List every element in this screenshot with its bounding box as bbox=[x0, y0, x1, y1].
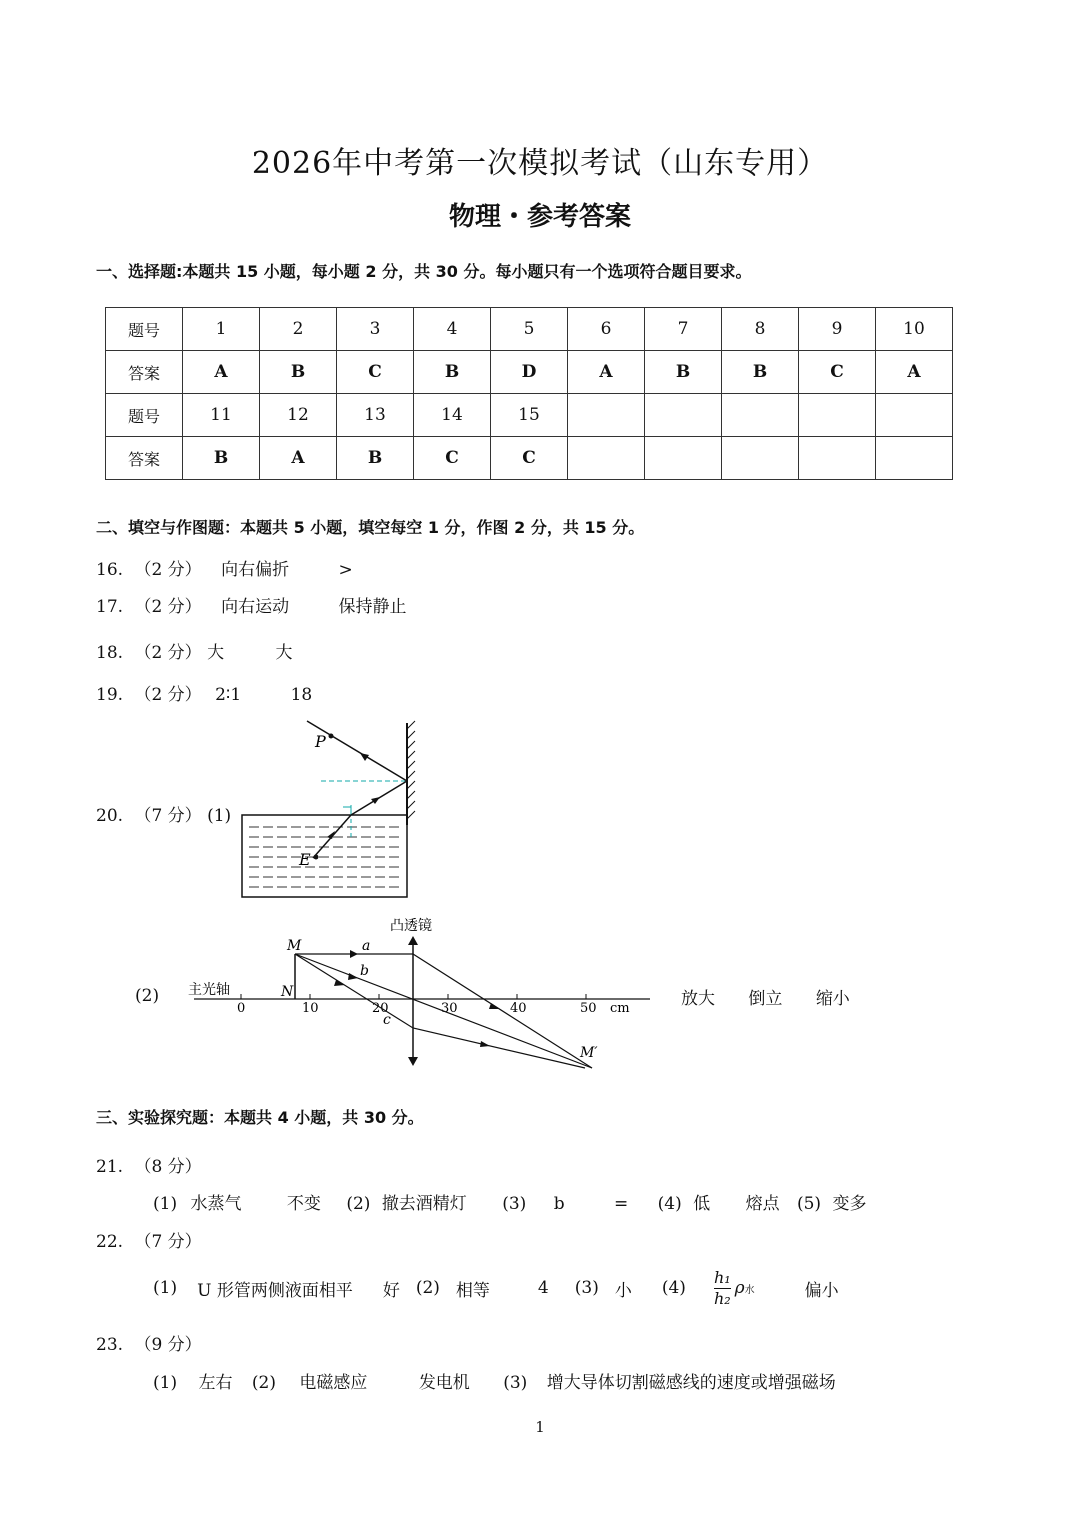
table-cell: B bbox=[183, 437, 260, 480]
table-cell: 9 bbox=[799, 308, 876, 351]
table-cell: 2 bbox=[260, 308, 337, 351]
table-row bbox=[106, 437, 953, 480]
q20-line bbox=[96, 801, 231, 826]
part-label: (4) bbox=[657, 1194, 682, 1214]
table-cell: B bbox=[645, 351, 722, 394]
table-cell bbox=[645, 437, 722, 480]
answer: 熔点 bbox=[745, 1194, 780, 1214]
answer: 撤去酒精灯 bbox=[381, 1194, 467, 1214]
table-cell: 4 bbox=[414, 308, 491, 351]
fraction-denominator: h₂ bbox=[713, 1288, 731, 1308]
answer: 发电机 bbox=[418, 1373, 470, 1393]
table-cell: 8 bbox=[722, 308, 799, 351]
row-label: 答案 bbox=[106, 351, 183, 394]
page-title: 2026年中考第一次模拟考试（山东专用） bbox=[251, 146, 829, 181]
table-cell: D bbox=[491, 351, 568, 394]
answer: 电磁感应 bbox=[299, 1373, 368, 1393]
answer: 变多 bbox=[832, 1194, 867, 1214]
label-n: N bbox=[281, 984, 294, 1000]
table-cell: A bbox=[183, 351, 260, 394]
arrow bbox=[480, 1041, 490, 1047]
q17-line bbox=[96, 592, 407, 617]
lens-arrow-bottom bbox=[408, 1057, 418, 1066]
table-cell: C bbox=[491, 437, 568, 480]
label-p: P bbox=[315, 732, 326, 751]
table-cell: A bbox=[260, 437, 337, 480]
q21-answers bbox=[153, 1189, 866, 1214]
table-row bbox=[106, 351, 953, 394]
fraction-numerator: h₁ bbox=[713, 1267, 731, 1287]
table-cell: 3 bbox=[337, 308, 414, 351]
arrow bbox=[350, 950, 358, 958]
table-cell bbox=[876, 437, 953, 480]
answer: 倒立 bbox=[748, 989, 783, 1009]
tick-label: 20 bbox=[372, 1001, 389, 1016]
q-score: （9 分） bbox=[134, 1335, 202, 1355]
table-cell bbox=[568, 437, 645, 480]
q-score: （7 分） bbox=[134, 1232, 202, 1252]
answer: 左右 bbox=[198, 1373, 233, 1393]
q-score: （7 分） bbox=[134, 806, 202, 826]
part-label: (1) bbox=[207, 806, 232, 826]
mirror-hatch bbox=[407, 721, 415, 819]
q19-line bbox=[96, 680, 312, 705]
table-cell: 13 bbox=[337, 394, 414, 437]
refraction-figure bbox=[235, 715, 425, 905]
answer: U 形管两侧液面相平 bbox=[197, 1280, 353, 1301]
row-label: 题号 bbox=[106, 308, 183, 351]
table-cell: A bbox=[876, 351, 953, 394]
answer: 大 bbox=[207, 643, 225, 663]
label-a: a bbox=[362, 938, 371, 954]
right-angle-mark bbox=[343, 807, 351, 815]
q20-answers bbox=[681, 984, 850, 1009]
rho-symbol: ρ bbox=[734, 1278, 745, 1298]
answer: 18 bbox=[290, 685, 313, 705]
rho-subscript: 水 bbox=[744, 1284, 755, 1296]
table-row bbox=[106, 394, 953, 437]
table-cell bbox=[799, 394, 876, 437]
part-label: (1) bbox=[153, 1373, 178, 1393]
row-label: 题号 bbox=[106, 394, 183, 437]
table-cell: B bbox=[260, 351, 337, 394]
tick-label: 30 bbox=[441, 1001, 458, 1016]
q-number: 17. bbox=[96, 597, 124, 617]
q-score: （8 分） bbox=[134, 1157, 202, 1177]
answer: 相等 bbox=[455, 1280, 490, 1301]
point-p bbox=[329, 734, 334, 739]
section1-heading: 一、选择题:本题共 15 小题，每小题 2 分，共 30 分。每小题只有一个选项符合题目要求。 bbox=[96, 262, 752, 281]
answer: b bbox=[553, 1194, 565, 1214]
q-number: 22. bbox=[96, 1232, 124, 1252]
table-cell: 6 bbox=[568, 308, 645, 351]
q-score: （2 分） bbox=[134, 560, 202, 580]
arrow bbox=[360, 753, 369, 761]
density-fraction bbox=[714, 1268, 731, 1309]
table-cell: 12 bbox=[260, 394, 337, 437]
part-label: (2) bbox=[415, 1278, 440, 1298]
table-cell bbox=[799, 437, 876, 480]
part-label: (3) bbox=[574, 1278, 599, 1298]
label-m-prime: M′ bbox=[580, 1045, 598, 1061]
q16-line bbox=[96, 555, 353, 580]
table-cell: 7 bbox=[645, 308, 722, 351]
table-cell: C bbox=[414, 437, 491, 480]
answer: 保持静止 bbox=[338, 597, 407, 617]
table-cell bbox=[722, 394, 799, 437]
table-cell: B bbox=[722, 351, 799, 394]
part-label: (1) bbox=[153, 1278, 178, 1298]
q-score: （2 分） bbox=[134, 643, 202, 663]
q-number: 21. bbox=[96, 1157, 124, 1177]
table-cell: C bbox=[337, 351, 414, 394]
part-label: (5) bbox=[796, 1194, 822, 1214]
answer: 缩小 bbox=[815, 989, 850, 1009]
table-cell: 11 bbox=[183, 394, 260, 437]
answer: 水蒸气 bbox=[190, 1194, 242, 1214]
arrow bbox=[371, 797, 380, 804]
q23-answers bbox=[153, 1368, 836, 1393]
answer: 4 bbox=[537, 1278, 549, 1298]
lens-figure bbox=[180, 912, 660, 1077]
lens-label: 凸透镜 bbox=[390, 918, 432, 934]
answer: 小 bbox=[614, 1280, 632, 1301]
answer: 放大 bbox=[681, 989, 715, 1009]
table-cell bbox=[722, 437, 799, 480]
q-score: （2 分） bbox=[134, 597, 202, 617]
label-m: M bbox=[287, 938, 302, 954]
section3-heading: 三、实验探究题：本题共 4 小题，共 30 分。 bbox=[96, 1108, 424, 1127]
answer: 不变 bbox=[286, 1194, 321, 1214]
table-cell bbox=[645, 394, 722, 437]
label-b: b bbox=[360, 963, 369, 979]
answer: 向右运动 bbox=[221, 597, 290, 617]
tick-label: 50 bbox=[580, 1001, 597, 1016]
q-number: 20. bbox=[96, 806, 124, 826]
page-number: 1 bbox=[535, 1418, 545, 1436]
label-e: E bbox=[299, 850, 311, 869]
table-cell: C bbox=[799, 351, 876, 394]
table-cell bbox=[568, 394, 645, 437]
reflected-ray bbox=[307, 721, 407, 781]
part2-label: (2) bbox=[135, 986, 160, 1006]
arrow bbox=[334, 980, 345, 986]
page-subtitle: 物理・参考答案 bbox=[448, 202, 631, 232]
answer: = bbox=[614, 1194, 629, 1214]
q-number: 23. bbox=[96, 1335, 124, 1355]
q23-header bbox=[96, 1330, 202, 1355]
axis-unit: cm bbox=[610, 1001, 630, 1016]
table-cell: B bbox=[414, 351, 491, 394]
tick-label: 40 bbox=[510, 1001, 527, 1016]
table-cell: 5 bbox=[491, 308, 568, 351]
answer: 好 bbox=[382, 1280, 400, 1301]
part-label: (1) bbox=[153, 1194, 178, 1214]
arrow bbox=[348, 973, 358, 980]
part-label: (3) bbox=[503, 1373, 528, 1393]
answer: > bbox=[338, 560, 353, 580]
tick-label: 0 bbox=[237, 1001, 246, 1016]
q-number: 16. bbox=[96, 560, 124, 580]
table-cell: B bbox=[337, 437, 414, 480]
table-cell: 10 bbox=[876, 308, 953, 351]
axis-label: 主光轴 bbox=[188, 982, 230, 998]
answer: 大 bbox=[275, 643, 293, 663]
lens-arrow-top bbox=[408, 936, 418, 945]
table-cell bbox=[876, 394, 953, 437]
water-lines bbox=[249, 827, 401, 887]
table-row bbox=[106, 308, 953, 351]
q-number: 18. bbox=[96, 643, 124, 663]
q-number: 19. bbox=[96, 685, 124, 705]
section2-heading: 二、填空与作图题：本题共 5 小题，填空每空 1 分，作图 2 分，共 15 分。 bbox=[96, 518, 645, 537]
table-cell: 1 bbox=[183, 308, 260, 351]
answer: 2∶1 bbox=[215, 685, 242, 705]
part-label: (4) bbox=[661, 1278, 686, 1298]
part-label: (2) bbox=[346, 1194, 371, 1214]
table-cell: 14 bbox=[414, 394, 491, 437]
table-cell: A bbox=[568, 351, 645, 394]
q18-line bbox=[96, 638, 293, 663]
q-score: （2 分） bbox=[134, 685, 202, 705]
answer: 向右偏折 bbox=[221, 560, 290, 580]
answer: 偏小 bbox=[804, 1280, 839, 1301]
answer: 增大导体切割磁感线的速度或增强磁场 bbox=[546, 1373, 836, 1393]
tick-label: 10 bbox=[302, 1001, 319, 1016]
label-c: c bbox=[383, 1012, 391, 1028]
part-label: (2) bbox=[251, 1373, 276, 1393]
q21-header bbox=[96, 1152, 202, 1177]
table-cell: 15 bbox=[491, 394, 568, 437]
answer-table bbox=[105, 307, 953, 480]
q22-answers bbox=[153, 1262, 839, 1314]
part-label: (3) bbox=[502, 1194, 527, 1214]
q22-header bbox=[96, 1227, 202, 1252]
answer: 低 bbox=[693, 1194, 711, 1214]
point-e bbox=[314, 855, 319, 860]
ray-b bbox=[295, 954, 592, 1068]
row-label: 答案 bbox=[106, 437, 183, 480]
